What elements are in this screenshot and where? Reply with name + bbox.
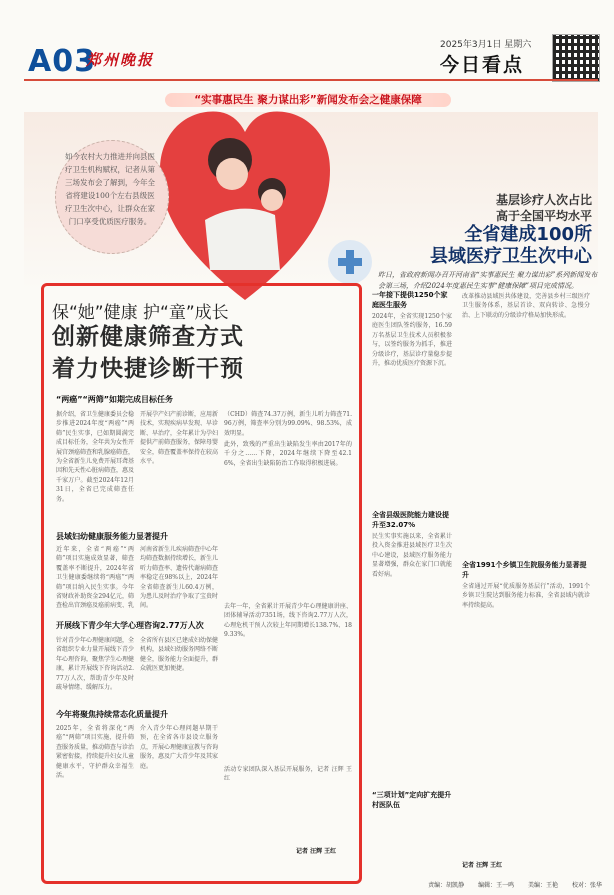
header-divider (24, 79, 598, 81)
article-paragraph: 改革推动县域医共体建设，完善县乡村三级医疗卫生服务体系，基层首诊、双向转诊、急慢分治、上下联动的分级诊疗格局加快形成。 (462, 293, 590, 319)
article-paragraph: 此外，致残的严重出生缺陷发生率由2017年的千分之……下降，2024年继续下降至42.16%，全省出生缺陷防治工作取得积极进展。 (224, 441, 352, 467)
section-heading: 开展线下青少年大学心理咨询2.77万人次 (56, 621, 204, 630)
article-paragraph: 近年来，全省“两癌”“两筛”项目实施成效显著，筛查覆盖率不断提升，2024年省卫生健康委继续将“两癌”“两筛”项目纳入民生实事。今年省财政补助资金294亿元，筛查检出宫颈癌及癌前病变、乳 (56, 546, 134, 610)
article-kicker: 保“她”健康 护“童”成长 (52, 303, 229, 323)
qr-code-icon (552, 34, 600, 82)
right-section-heading: 全省县级医院能力建设提升至32.07% (372, 511, 449, 529)
medical-cross-icon (328, 240, 372, 284)
section-heading: 县域妇幼健康服务能力显著提升 (56, 532, 168, 541)
article-paragraph: 针对青少年心理健康问题，全省组织专业力量开展线下青少年心理咨询，聚焦学生心理健康，累计开展线下咨询活动2.77万人次，帮助青少年及时疏导情绪、缓解压力。 (56, 637, 134, 692)
topic-banner: “实事惠民生 聚力谋出彩”新闻发布会之健康保障 (165, 93, 451, 107)
article-paragraph: 介入青少年心理问题早期干预，在全省各市县设立服务点，开展心理健康宣教与咨询服务，惠及广大青少年及其家庭。 (140, 725, 218, 770)
right-section-heading: “三项计划”定向扩充提升村医队伍 (372, 791, 452, 809)
right-byline: 记者 汪辉 王红 (462, 862, 503, 869)
article-paragraph: 全省通过开展“优质服务基层行”活动，1991个乡镇卫生院达到服务能力标准，全省县域内就诊率持续提高。 (462, 583, 590, 609)
footer-editor2: 编辑：王一鸣 (478, 882, 515, 889)
article-paragraph: （CHD）筛查74.37万例，新生儿听力筛查71.96万例，筛查率分别为99.09%、98.53%，成效明显。 (224, 411, 352, 437)
section-heading: “两癌”“两筛”如期完成目标任务 (56, 395, 174, 404)
article-paragraph: 2025年，全省将深化“两癌”“两筛”项目实施，提升筛查服务质量，推动筛查与诊治紧密衔接，持续提升妇女儿童健康水平，守护群众幸福生活。 (56, 725, 134, 780)
page-number: A03 (28, 44, 96, 79)
heart-illustration-icon (160, 100, 330, 310)
footer-editor: 责编：胡凯静 (428, 882, 465, 889)
article-paragraph: 活动专家团队深入基层开展服务，记者 汪辉 王红 (224, 766, 352, 783)
newspaper-logo: 郑州晚报 (86, 51, 155, 69)
right-section-heading: 全省1991个乡镇卫生院服务能力显著提升 (462, 561, 587, 579)
article-paragraph: 全省所有县区已建成妇幼保健机构，县域妇幼服务网络不断健全，服务能力全面提升，群众就医更加便捷。 (140, 637, 218, 673)
page-footer (0, 880, 614, 889)
side-headline: 全省建成100所 县域医疗卫生次中心 (430, 224, 592, 267)
article-headline-line1: 创新健康筛查方式 (52, 323, 244, 350)
side-subheadline: 基层诊疗人次占比 高于全国平均水平 (495, 193, 592, 223)
section-title: 今日看点 (440, 54, 525, 76)
footer-designer: 美编：王艳 (528, 882, 559, 889)
right-section-heading: 一年接下提供1250个家庭医生服务 (372, 291, 448, 309)
article-paragraph: 开展孕产妇产前诊断，应用新技术，实现疾病早发现、早诊断、早治疗，全年累计为孕妇提供产前筛查服务，保障母婴安全，筛查覆盖率保持在较高水平。 (140, 411, 218, 466)
footer-proof: 校对：张华 (571, 882, 602, 889)
side-caption: 昨日，省政府新闻办召开河南省“实事惠民生 聚力谋出彩”系列新闻发布会第三场，介绍2024年度惠民生实事“健康保障”项目完成情况。 (378, 271, 598, 290)
article-paragraph: 河南省新生儿疾病筛查中心年均筛查数据持续增长，新生儿听力筛查率、遗传代谢病筛查率稳定在98%以上，2024年全省筛查新生儿60.4万例，为患儿及时治疗争取了宝贵时间。 (140, 546, 218, 610)
article-byline: 记者 汪辉 王红 (296, 848, 337, 855)
article-paragraph: 据介绍，省卫生健康委员会稳步推进2024年度“两癌”“两筛”民生实事，已如期圆满完成目标任务，全年共为女性开展宫颈癌筛查和乳腺癌筛查，为全省新生儿免费开展耳聋基因和先天性心脏病筛查，惠及千家万户。截至2024年12月31日，全省已完成筛查任务。 (56, 411, 134, 503)
article-paragraph: 2024年，全省实现1250个家庭医生团队签约服务，16.59万名基层卫生技术人员积极参与，以签约服务为抓手，推进分级诊疗，基层诊疗量稳步提升，推动优质医疗资源下沉。 (372, 313, 452, 368)
article-paragraph: 去年一年，全省累计开展青少年心理健康讲座、团体辅导活动7351场，线下咨询2.77万人次，心理危机干预人次较上年同期增长138.7%、189.33%。 (224, 603, 352, 639)
date-line: 2025年3月1日 星期六 (440, 40, 532, 50)
article-headline-line2: 着力快捷诊断干预 (52, 355, 244, 382)
intro-circle-text: 如今农村大力推进并向县医疗卫生机构赋权，记者从第三场发布会了解到，今年全省将建设100个左右县级医疗卫生次中心，让群众在家门口享受优质医疗服务。 (65, 152, 155, 226)
section-heading: 今年将聚焦持续常态化质量提升 (56, 710, 168, 719)
article-paragraph: 民生实事实施以来，全省累计投入资金推进县域医疗卫生次中心建设，县域医疗服务能力显著增强，群众在家门口就能看好病。 (372, 533, 452, 578)
